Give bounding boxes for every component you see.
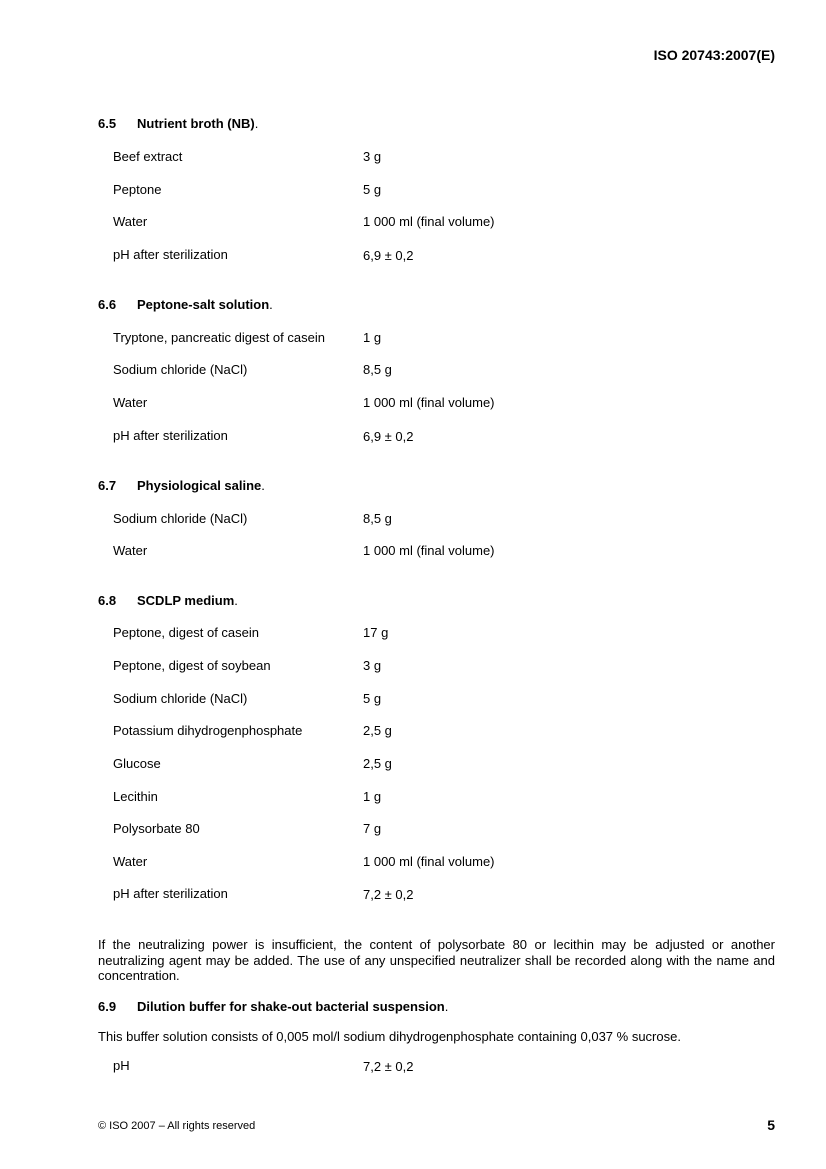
buffer-description: This buffer solution consists of 0,005 mol/l sodium dihydrogenphosphate containing 0,037 % sucrose. xyxy=(98,1029,681,1044)
ingredient-amount: 6,9 ± 0,2 xyxy=(363,429,414,444)
page-number: 5 xyxy=(767,1117,775,1133)
ingredient-amount: 7,2 ± 0,2 xyxy=(363,1059,414,1074)
ingredient-name: Water xyxy=(113,395,148,410)
ingredient-amount: 7,2 ± 0,2 xyxy=(363,887,414,902)
ingredient-name: Peptone xyxy=(113,182,162,197)
ingredient-amount: 1 000 ml (final volume) xyxy=(363,395,495,410)
section-number: 6.6 xyxy=(98,297,117,312)
ingredient-name: Peptone, digest of casein xyxy=(113,625,259,640)
ingredient-row xyxy=(113,330,733,348)
section-title-period: . xyxy=(261,478,265,493)
ingredient-name: Sodium chloride (NaCl) xyxy=(113,511,248,526)
section-title: Peptone-salt solution xyxy=(137,297,270,312)
ingredient-row xyxy=(113,182,733,200)
section-title-period: . xyxy=(234,593,238,608)
section-title: Dilution buffer for shake-out bacterial suspension xyxy=(137,999,445,1014)
ingredient-row xyxy=(113,821,733,839)
ingredient-row xyxy=(113,1058,733,1076)
ingredient-row xyxy=(113,723,733,741)
ingredient-name: Tryptone, pancreatic digest of casein xyxy=(113,330,325,345)
ingredient-name: Glucose xyxy=(113,756,161,771)
section-number: 6.7 xyxy=(98,478,117,493)
ingredient-name: Water xyxy=(113,214,148,229)
ingredient-row xyxy=(113,511,733,529)
ingredient-amount: 1 000 ml (final volume) xyxy=(363,543,495,558)
section-heading-6-9 xyxy=(98,999,448,1014)
section-title: Nutrient broth (NB) xyxy=(137,116,255,131)
ingredient-amount: 3 g xyxy=(363,658,382,673)
document-identifier: ISO 20743:2007(E) xyxy=(653,47,775,63)
ingredient-amount: 17 g xyxy=(363,625,389,640)
ingredient-name: pH after sterilization xyxy=(113,886,228,901)
ingredient-name: Water xyxy=(113,543,148,558)
ingredient-amount: 2,5 g xyxy=(363,723,392,738)
ingredient-row xyxy=(113,789,733,807)
ingredient-amount: 8,5 g xyxy=(363,511,392,526)
ingredient-amount: 2,5 g xyxy=(363,756,392,771)
ingredient-amount: 7 g xyxy=(363,821,382,836)
ingredient-amount: 5 g xyxy=(363,182,382,197)
copyright-notice: © ISO 2007 – All rights reserved xyxy=(98,1120,256,1132)
ingredient-name: Potassium dihydrogenphosphate xyxy=(113,723,303,738)
section-title-period: . xyxy=(444,999,449,1014)
section-number: 6.9 xyxy=(98,999,117,1014)
ingredient-row xyxy=(113,214,733,232)
ingredient-name: Beef extract xyxy=(113,149,183,164)
section-heading-6-7 xyxy=(98,478,265,493)
ingredient-row xyxy=(113,886,733,904)
ingredient-name: pH after sterilization xyxy=(113,428,228,443)
ingredient-row xyxy=(113,395,733,413)
ingredient-row xyxy=(113,691,733,709)
ingredient-name: Sodium chloride (NaCl) xyxy=(113,362,248,377)
section-heading-6-8 xyxy=(98,593,238,608)
ingredient-name: Sodium chloride (NaCl) xyxy=(113,691,248,706)
section-title-period: . xyxy=(269,297,273,312)
section-title-period: . xyxy=(254,116,259,131)
ingredient-name: Water xyxy=(113,854,148,869)
ingredient-name: pH after sterilization xyxy=(113,247,228,262)
ingredient-amount: 1 000 ml (final volume) xyxy=(363,214,495,229)
ingredient-amount: 5 g xyxy=(363,691,382,706)
ingredient-row xyxy=(113,756,733,774)
ingredient-row xyxy=(113,247,733,265)
ingredient-row xyxy=(113,149,733,167)
ingredient-amount: 1 g xyxy=(363,789,382,804)
section-number: 6.5 xyxy=(98,116,117,131)
ingredient-amount: 6,9 ± 0,2 xyxy=(363,248,414,263)
section-heading-6-5 xyxy=(98,116,258,131)
ingredient-row xyxy=(113,543,733,561)
ingredient-name: Polysorbate 80 xyxy=(113,821,200,836)
section-title: SCDLP medium xyxy=(137,593,235,608)
neutralizer-note: If the neutralizing power is insufficient, the content of polysorbate 80 or lecithin may be adjusted or another neutralizing agent may be added. The use of any unspecified neutralizer shall be recorded along with the name and concentration. xyxy=(98,937,775,983)
ingredient-amount: 3 g xyxy=(363,149,382,164)
ingredient-amount: 1 g xyxy=(363,330,382,345)
ingredient-name: Peptone, digest of soybean xyxy=(113,658,271,673)
section-number: 6.8 xyxy=(98,593,117,608)
ingredient-row xyxy=(113,362,733,380)
ingredient-name: pH xyxy=(113,1058,130,1073)
ingredient-amount: 1 000 ml (final volume) xyxy=(363,854,495,869)
ingredient-row xyxy=(113,428,733,446)
ingredient-amount: 8,5 g xyxy=(363,362,392,377)
ingredient-row xyxy=(113,658,733,676)
section-heading-6-6 xyxy=(98,297,273,312)
ingredient-row xyxy=(113,625,733,643)
ingredient-name: Lecithin xyxy=(113,789,158,804)
ingredient-row xyxy=(113,854,733,872)
section-title: Physiological saline xyxy=(137,478,262,493)
